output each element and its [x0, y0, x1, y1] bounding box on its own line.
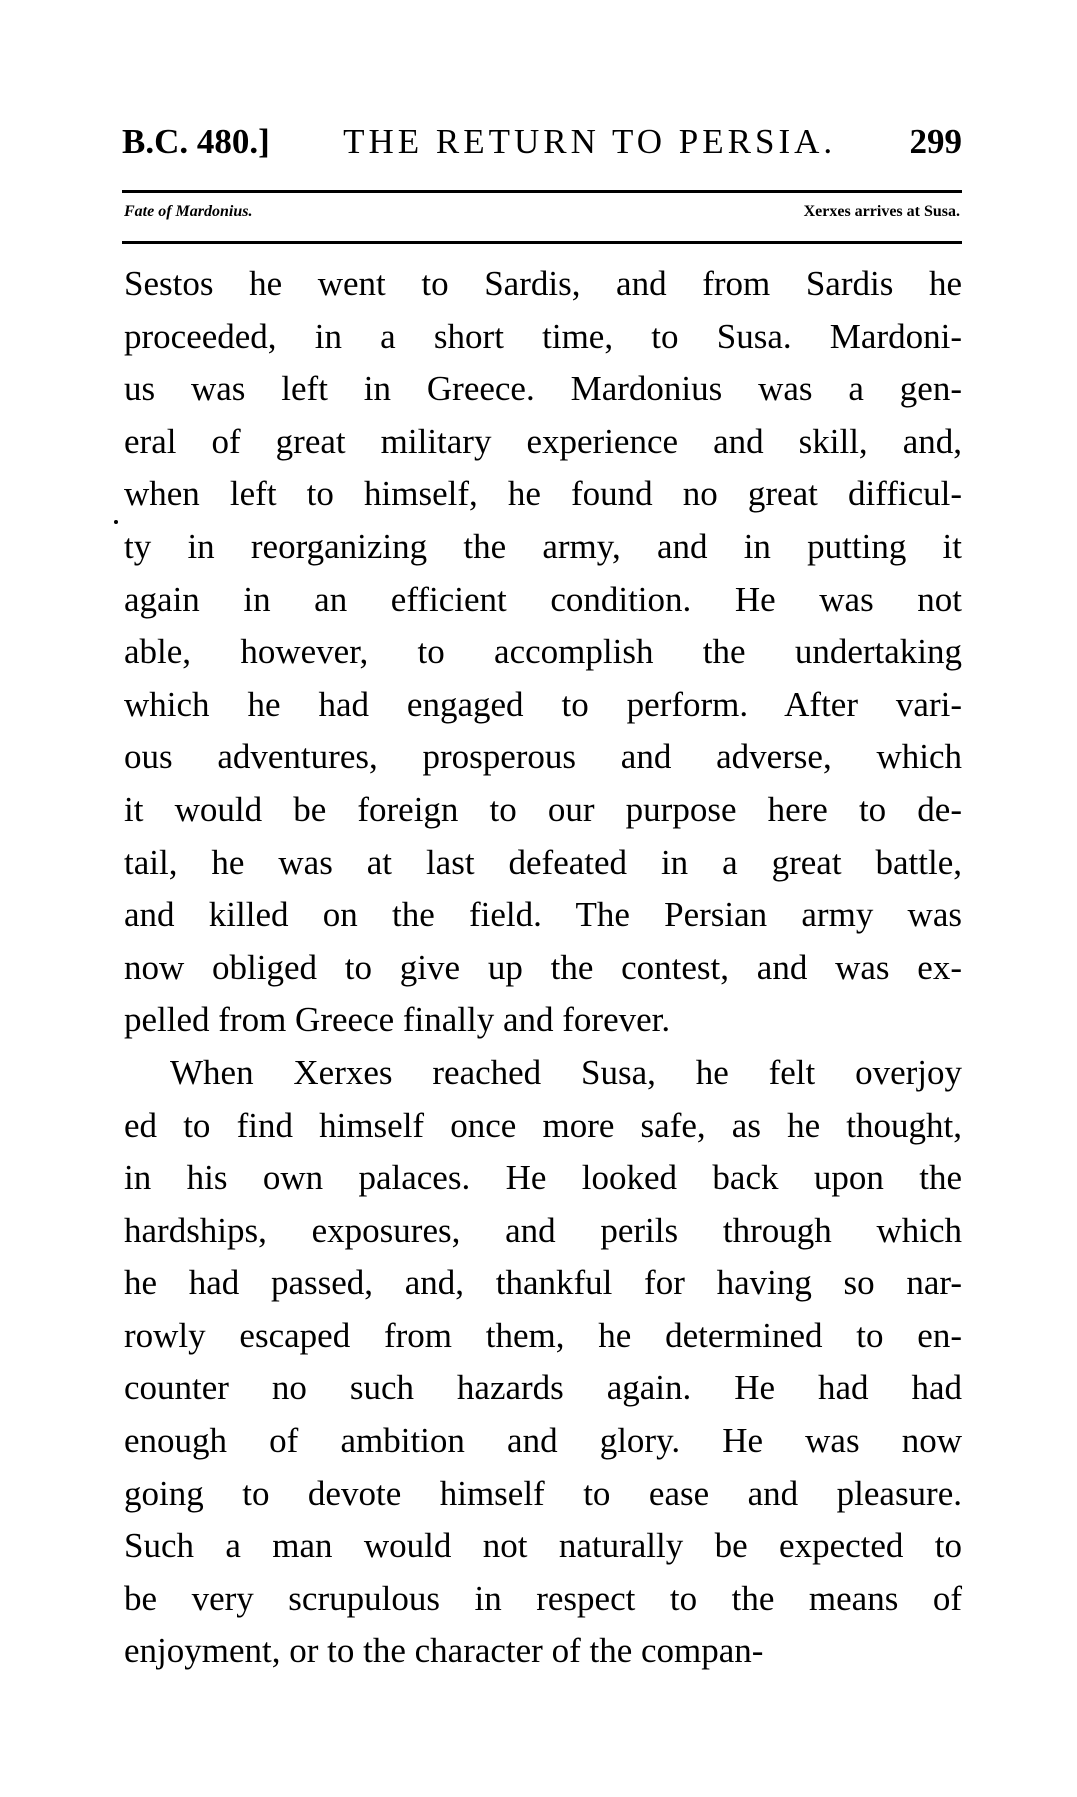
sidenote-right: Xerxes arrives at Susa.	[803, 203, 960, 220]
text-line: hardships, exposures, and perils through which	[124, 1210, 962, 1250]
text-line: eral of great military experience and skill, and,	[124, 421, 962, 461]
text-line: enjoyment, or to the character of the compan-	[124, 1631, 764, 1671]
text-line: Sestos he went to Sardis, and from Sardis he	[124, 264, 962, 303]
header-rule	[122, 190, 962, 193]
text-line: ty in reorganizing the army, and in putting it	[124, 526, 962, 566]
text-line: when left to himself, he found no great difficul-	[124, 474, 962, 514]
body-text	[124, 258, 962, 1678]
text-line: us was left in Greece. Mardonius was a gen-	[124, 369, 962, 409]
marginal-notes	[124, 203, 960, 221]
ink-speck	[114, 520, 118, 524]
text-line: going to devote himself to ease and pleasure.	[124, 1473, 962, 1513]
text-line: now obliged to give up the contest, and was ex-	[124, 947, 962, 987]
text-line: counter no such hazards again. He had had	[124, 1368, 962, 1408]
text-line: proceeded, in a short time, to Susa. Mardoni-	[124, 316, 962, 356]
text-line: in his own palaces. He looked back upon the	[124, 1158, 962, 1198]
text-line: which he had engaged to perform. After vari-	[124, 684, 962, 724]
sidenote-left: Fate of Mardonius.	[124, 203, 253, 220]
chapter-title: THE RETURN TO PERSIA.	[343, 122, 837, 161]
sidenote-rule	[122, 241, 962, 244]
text-line: able, however, to accomplish the undertaking	[124, 632, 962, 672]
text-line: it would be foreign to our purpose here to de-	[124, 789, 962, 829]
text-line: ed to find himself once more safe, as he thought,	[124, 1105, 962, 1145]
text-line: tail, he was at last defeated in a great battle,	[124, 842, 962, 882]
text-line: he had passed, and, thankful for having so nar-	[124, 1263, 962, 1303]
text-line: pelled from Greece finally and forever.	[124, 1000, 671, 1040]
running-head	[122, 122, 962, 174]
page-number: 299	[909, 122, 962, 161]
text-line: and killed on the field. The Persian army was	[124, 895, 962, 935]
text-line: rowly escaped from them, he determined to en-	[124, 1315, 962, 1355]
text-line: enough of ambition and glory. He was now	[124, 1421, 962, 1461]
text-line: ous adventures, prosperous and adverse, which	[124, 737, 962, 777]
text-line: be very scrupulous in respect to the means of	[124, 1578, 962, 1618]
text-line: again in an efficient condition. He was not	[124, 579, 962, 619]
text-line: Such a man would not naturally be expected to	[124, 1526, 962, 1566]
header-date: B.C. 480.]	[122, 122, 270, 161]
text-line: When Xerxes reached Susa, he felt overjoy	[170, 1052, 962, 1092]
